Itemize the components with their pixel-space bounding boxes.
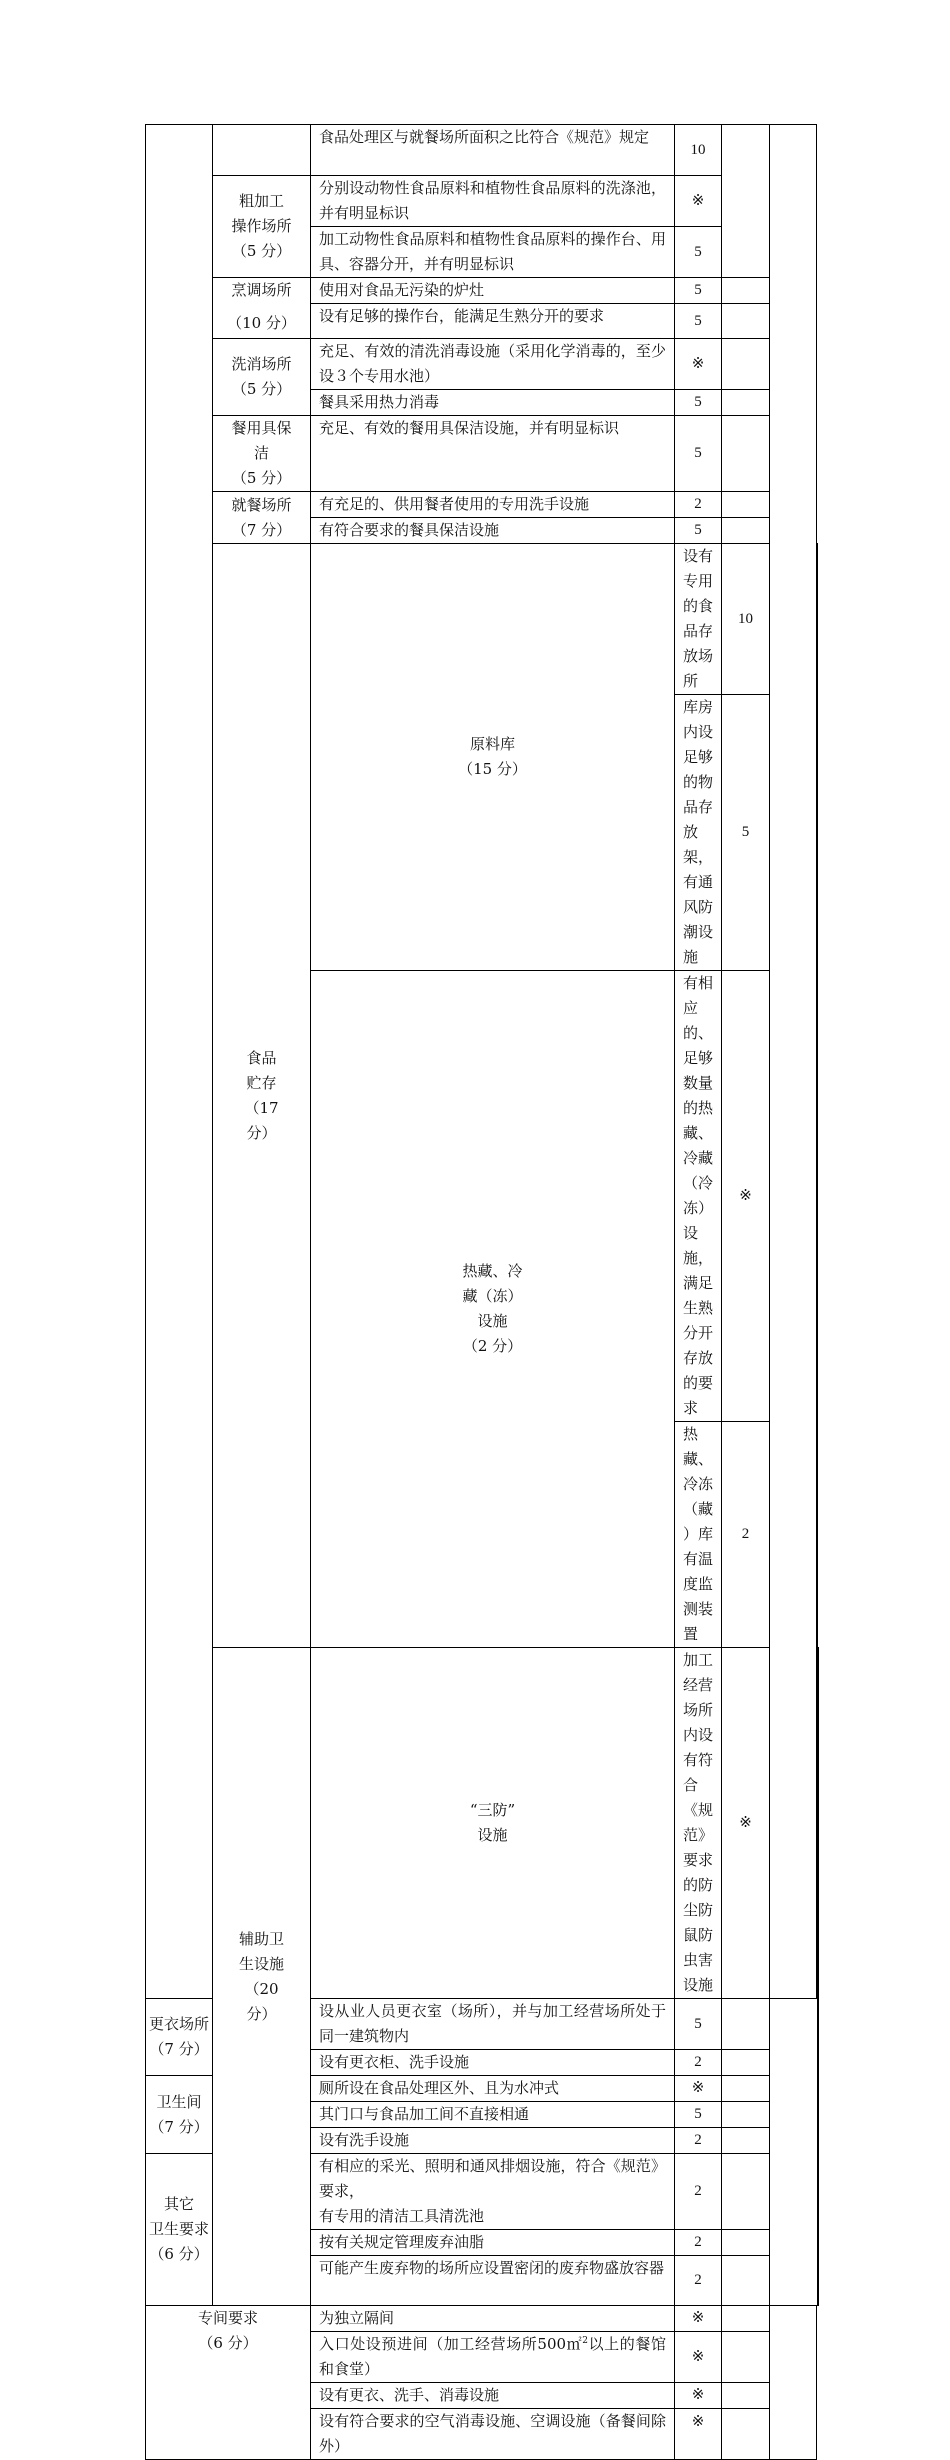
blank-cell	[722, 2332, 770, 2383]
score-value: ※	[675, 2076, 722, 2102]
table-row	[146, 278, 819, 304]
blank-cell	[770, 2306, 817, 2460]
score-value: 5	[675, 390, 722, 416]
subcategory-cooking: 烹调场所 （10 分）	[213, 278, 311, 339]
item-text: 其门口与食品加工间不直接相通	[311, 2102, 675, 2128]
score-value: 5	[722, 695, 770, 971]
item-text	[311, 2154, 675, 2230]
score-value: 2	[675, 492, 722, 518]
subcategory-hot-cold-storage: 热藏、冷 藏（冻） 设施 （2 分）	[311, 971, 675, 1648]
category-cell-blank	[146, 125, 213, 1999]
table-row	[146, 339, 819, 390]
table-row	[146, 125, 819, 176]
category-special-room: 专间要求 （6 分）	[146, 2306, 311, 2460]
score-value: ※	[675, 176, 722, 227]
blank-cell	[722, 2050, 770, 2076]
subcategory-toilet: 卫生间 （7 分）	[146, 2076, 213, 2154]
item-text: 设从业人员更衣室（场所），并与加工经营场所处于同一建筑物内	[311, 1999, 675, 2050]
blank-cell	[722, 2102, 770, 2128]
item-text-line: 有专用的清洁工具清洗池	[319, 2207, 485, 2225]
score-value: 2	[675, 2050, 722, 2076]
item-text: 库房内设足够的物品存放架，有通风防潮设施	[675, 695, 722, 971]
blank-cell	[722, 492, 770, 518]
score-value: 5	[675, 518, 722, 544]
item-text: 食品处理区与就餐场所面积之比符合《规范》规定	[311, 125, 675, 176]
item-text: 加工动物性食品原料和植物性食品原料的操作台、用具、容器分开，并有明显标识	[311, 227, 675, 278]
score-value: ※	[675, 2332, 722, 2383]
table-row	[146, 416, 819, 492]
item-text: 充足、有效的清洗消毒设施（采用化学消毒的，至少设３个专用水池）	[311, 339, 675, 390]
blank-cell	[722, 2076, 770, 2102]
item-text: 设有更衣、洗手、消毒设施	[311, 2383, 675, 2409]
score-value: ※	[675, 2306, 722, 2332]
blank-cell	[722, 518, 770, 544]
score-value: ※	[675, 2383, 722, 2409]
category-auxiliary-facilities: 辅助卫 生设施 （20 分）	[213, 1648, 311, 2306]
item-text-line: 有相应的采光、照明和通风排烟设施，符合《规范》要求，	[319, 2157, 666, 2200]
table-row	[146, 1648, 819, 1999]
score-value: 2	[675, 2154, 722, 2230]
item-text: 设有专用的食品存放场所	[675, 544, 722, 695]
table-row	[146, 544, 819, 695]
subcategory-rough-processing: 粗加工 操作场所 （5 分）	[213, 176, 311, 278]
blank-cell	[722, 2306, 770, 2332]
score-value: ※	[722, 971, 770, 1422]
blank-cell	[722, 2230, 770, 2256]
blank-cell	[818, 1648, 819, 2306]
item-text: 充足、有效的餐用具保洁设施，并有明显标识	[311, 416, 675, 492]
item-text: 热藏、冷冻（藏 ）库有温度监测装置	[675, 1422, 722, 1648]
score-value: 2	[675, 2230, 722, 2256]
superscript: 2	[582, 2336, 588, 2346]
blank-cell	[722, 2383, 770, 2409]
blank-cell	[817, 971, 818, 1422]
blank-cell	[722, 2128, 770, 2154]
blank-cell	[770, 125, 817, 1999]
score-value: 5	[675, 416, 722, 492]
item-text	[311, 2332, 675, 2383]
score-value: 5	[675, 227, 722, 278]
blank-cell	[817, 544, 818, 695]
blank-cell	[722, 2154, 770, 2230]
item-text: 有相应的、足够数量的热藏、冷藏（冷冻）设施，满足生熟分开存放的要求	[675, 971, 722, 1422]
score-value: 2	[675, 2256, 722, 2306]
score-value: 10	[675, 125, 722, 176]
item-text: 使用对食品无污染的炉灶	[311, 278, 675, 304]
blank-cell	[722, 390, 770, 416]
item-text: 厕所设在食品处理区外、且为水冲式	[311, 2076, 675, 2102]
score-value: 5	[675, 2102, 722, 2128]
item-text: 设有更衣柜、洗手设施	[311, 2050, 675, 2076]
item-text: 可能产生废弃物的场所应设置密闭的废弃物盛放容器	[311, 2256, 675, 2306]
score-value: ※	[722, 1648, 770, 1999]
blank-cell	[817, 695, 818, 971]
subcategory-tableware: 餐用具保 洁 （5 分）	[213, 416, 311, 492]
subcategory-other-hygiene: 其它 卫生要求 （6 分）	[146, 2154, 213, 2306]
item-text: 有符合要求的餐具保洁设施	[311, 518, 675, 544]
score-value: 10	[722, 544, 770, 695]
blank-cell	[722, 304, 770, 339]
subcategory-three-prevention: “三防” 设施	[311, 1648, 675, 1999]
score-value: 5	[675, 278, 722, 304]
table-row	[146, 176, 819, 227]
item-text-part: 入口处设预进间（加工经营场所500㎡	[319, 2335, 583, 2353]
blank-cell	[722, 2256, 770, 2306]
subcategory-raw-storage: 原料库 （15 分）	[311, 544, 675, 971]
score-value: 2	[675, 2128, 722, 2154]
table-row	[146, 492, 819, 518]
subcategory-cell-blank	[213, 125, 311, 176]
blank-cell	[722, 416, 770, 492]
item-text: 设有符合要求的空气消毒设施、空调设施（备餐间除外）	[311, 2409, 675, 2460]
score-value: 5	[675, 1999, 722, 2050]
blank-cell	[722, 125, 770, 278]
subcategory-dining: 就餐场所 （7 分）	[213, 492, 311, 544]
score-value: ※	[675, 2409, 722, 2460]
category-food-storage: 食品 贮存 （17 分）	[213, 544, 311, 1648]
item-text: 分别设动物性食品原料和植物性食品原料的洗涤池，并有明显标识	[311, 176, 675, 227]
score-value: 2	[722, 1422, 770, 1648]
item-text: 按有关规定管理废弃油脂	[311, 2230, 675, 2256]
item-text: 为独立隔间	[311, 2306, 675, 2332]
blank-cell	[722, 278, 770, 304]
item-text: 餐具采用热力消毒	[311, 390, 675, 416]
blank-cell	[722, 1999, 770, 2050]
item-text: 加工经营场所内设有符合《规范》要求的防尘防鼠防虫害设施	[675, 1648, 722, 1999]
inspection-score-table	[145, 124, 819, 2460]
subcategory-changing-room: 更衣场所 （7 分）	[146, 1999, 213, 2076]
blank-cell	[722, 339, 770, 390]
score-value: 5	[675, 304, 722, 339]
item-text: 设有洗手设施	[311, 2128, 675, 2154]
item-text: 有充足的、供用餐者使用的专用洗手设施	[311, 492, 675, 518]
table-row	[146, 2306, 819, 2332]
subcategory-washing: 洗消场所 （5 分）	[213, 339, 311, 416]
item-text: 设有足够的操作台，能满足生熟分开的要求	[311, 304, 675, 339]
blank-cell	[817, 1422, 818, 1648]
blank-cell	[722, 2409, 770, 2460]
item-text-part: 以上的餐馆和食堂）	[319, 2335, 666, 2378]
score-value: ※	[675, 339, 722, 390]
